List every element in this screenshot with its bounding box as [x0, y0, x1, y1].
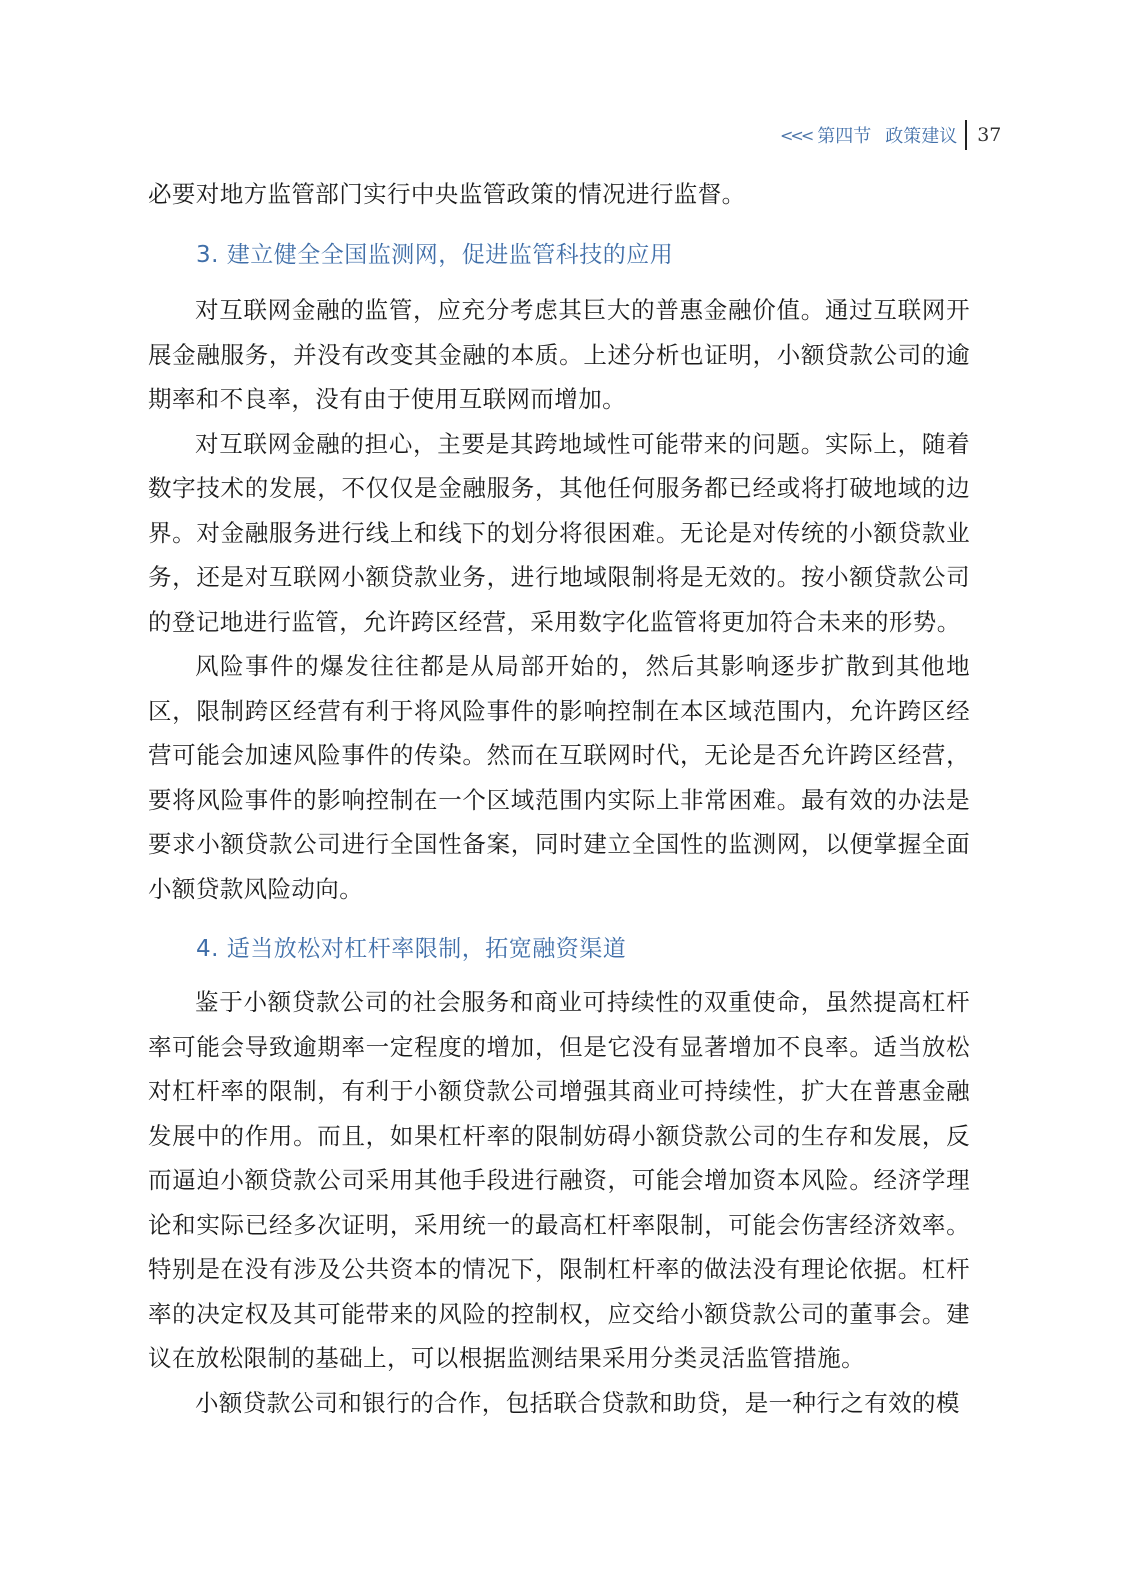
page-number: 37: [977, 124, 1002, 146]
header-divider: [965, 120, 967, 150]
section-heading-4: 4. 适当放松对杠杆率限制，拓宽融资渠道: [196, 936, 627, 962]
text-block-3: [148, 980, 970, 1425]
paragraph: 小额贷款公司和银行的合作，包括联合贷款和助贷，是一种行之有效的模: [195, 1388, 960, 1417]
section-heading-3: 3. 建立健全全国监测网，促进监管科技的应用: [196, 242, 674, 268]
paragraph: 对互联网金融的监管，应充分考虑其巨大的普惠金融价值。通过互联网开展金融服务，并没有改变其金融的本质。上述分析也证明，小额贷款公司的逾期率和不良率，没有由于使用互联网而增加。: [148, 296, 970, 413]
chevron-left-icon: <<<: [780, 125, 812, 145]
paragraph: 对互联网金融的担心，主要是其跨地域性可能带来的问题。实际上，随着数字技术的发展，不仅仅是金融服务，其他任何服务都已经或将打破地域的边界。对金融服务进行线上和线下的划分将很困难。无论是对传统的小额贷款业务，还是对互联网小额贷款业务，进行地域限制将是无效的。按小额贷款公司的登记地进行监管，允许跨区经营，采用数字化监管将更加符合未来的形势。: [148, 429, 970, 636]
paragraph: 鉴于小额贷款公司的社会服务和商业可持续性的双重使命，虽然提高杠杆率可能会导致逾期率一定程度的增加，但是它没有显著增加不良率。适当放松对杠杆率的限制，有利于小额贷款公司增强其商业可持续性，扩大在普惠金融发展中的作用。而且，如果杠杆率的限制妨碍小额贷款公司的生存和发展，反而逼迫小额贷款公司采用其他手段进行融资，可能会增加资本风险。经济学理论和实际已经多次证明，采用统一的最高杠杆率限制，可能会伤害经济效率。特别是在没有涉及公共资本的情况下，限制杠杆率的做法没有理论依据。杠杆率的决定权及其可能带来的风险的控制权，应交给小额贷款公司的董事会。建议在放松限制的基础上，可以根据监测结果采用分类灵活监管措施。: [148, 988, 970, 1372]
text-block-2: [148, 288, 970, 911]
paragraph: 必要对地方监管部门实行中央监管政策的情况进行监督。: [148, 180, 746, 208]
running-header: [780, 120, 1020, 150]
header-section: 第四节: [817, 126, 872, 147]
paragraph: 风险事件的爆发往往都是从局部开始的，然后其影响逐步扩散到其他地区，限制跨区经营有利于将风险事件的影响控制在本区域范围内，允许跨区经营可能会加速风险事件的传染。然而在互联网时代，无论是否允许跨区经营，要将风险事件的影响控制在一个区域范围内实际上非常困难。最有效的办法是要求小额贷款公司进行全国性备案，同时建立全国性的监测网，以便掌握全面小额贷款风险动向。: [148, 652, 970, 903]
header-title: 政策建议: [885, 126, 958, 147]
text-block-1: [148, 172, 970, 217]
